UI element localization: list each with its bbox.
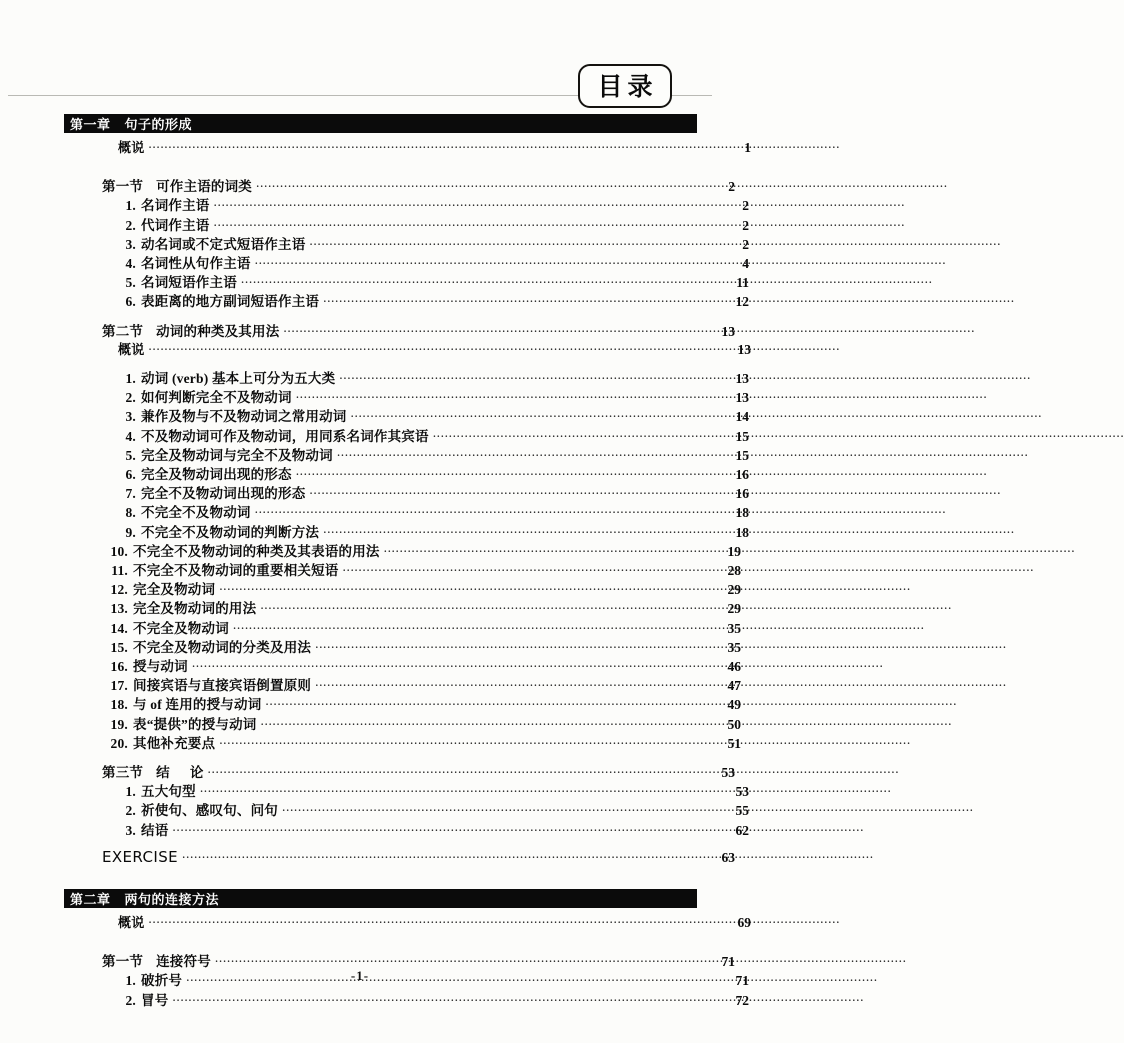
dot-leader [255,504,729,518]
toc-entry-overview[interactable] [64,912,751,931]
dot-leader [384,542,721,556]
toc-entry-item[interactable] [64,732,741,751]
toc-entry-overview[interactable] [64,339,751,358]
toc-entry-item[interactable] [64,252,749,271]
toc-entry-item[interactable] [64,444,749,463]
toc-item-number: 2. [125,217,136,233]
toc-section-name: 连接符号 [156,954,211,970]
toc-item-number: 10. [110,543,128,559]
toc-section-number: 第一节 [102,954,144,970]
toc-item-number: 3. [125,236,136,252]
dot-leader [214,216,730,230]
toc-entry-label: EXERCISE [102,847,179,866]
toc-entry-label: 如何判断完全不及物动词 [141,390,292,406]
toc-title-badge [578,64,672,108]
chapter-bar [64,114,697,133]
toc-entry-label: 代词作主语 [141,217,210,233]
toc-entry-item[interactable] [64,482,749,501]
toc-page-number: 14 [735,409,749,425]
toc-page-number: 13 [735,390,749,406]
dot-leader [260,600,721,614]
toc-section-name: 可作主语的词类 [156,179,253,195]
chapter-number: 第一章 [70,118,111,133]
toc-entry-item[interactable] [64,214,749,233]
toc-entry-item[interactable] [64,540,741,559]
toc-entry-item[interactable] [64,501,749,520]
toc-page-number: 46 [727,659,741,674]
toc-entry-section[interactable] [64,320,735,339]
toc-page-number: 29 [727,601,741,617]
toc-entry-label: 表距离的地方副词短语作主语 [141,294,320,310]
toc-page-number: 35 [727,639,741,655]
toc-page-number: 47 [727,678,741,694]
toc-page-number: 2 [728,179,735,195]
toc-entry-label: 名词性从句作主语 [141,256,251,271]
dot-leader [255,255,729,269]
toc-section-name [156,765,203,780]
dot-leader [233,619,721,633]
dot-leader [172,991,729,1005]
dot-leader [315,638,721,652]
toc-page-number: 1 [744,140,751,155]
toc-page-number: 12 [735,294,749,310]
toc-entry-label: 完全及物动词 [133,582,216,598]
toc-page-number: 55 [735,803,749,819]
toc-item-number: 4. [125,256,136,271]
toc-entry-item[interactable] [64,578,741,597]
toc-entry-item[interactable] [64,386,749,405]
dot-leader [214,197,730,211]
toc-page-number: 15 [735,428,749,444]
toc-entry-label: 完全及物动词的用法 [133,601,257,617]
toc-entry-label: 结语 [141,822,169,838]
toc-entry-item[interactable] [64,819,749,838]
toc-item-number: 4. [125,428,136,444]
dot-leader [148,914,731,928]
toc-entry-item[interactable] [64,290,749,309]
page-title: 目录 [597,71,658,101]
masthead [0,0,720,112]
toc-entry-label: 概说 [118,915,145,930]
toc-page-number: 18 [735,505,749,521]
dot-leader [433,427,729,441]
toc-item-number: 8. [125,505,136,521]
toc-entry-label: 祈使句、感叹句、问句 [141,803,278,819]
toc-section-number: 第一节 [102,179,144,195]
toc-entry-label: 冒号 [141,992,169,1008]
toc-entry-label: 动词 (verb) 基本上可分为五大类 [141,371,336,386]
toc-page-number: 2 [742,236,749,252]
toc-entry-label: 兼作及物与不及物动词之常用动词 [141,409,347,425]
toc-section-number: 第三节 [102,765,144,780]
toc-page-number: 51 [727,735,741,751]
dot-leader [309,235,729,249]
toc-entry-item[interactable] [64,521,749,540]
toc-entry-label: 完全不及物动词出现的形态 [141,486,306,502]
toc-page-number: 2 [742,198,749,214]
toc-page-number: 16 [735,467,749,482]
toc-page-number: 63 [721,849,735,865]
toc-entry-item[interactable] [64,597,741,616]
toc-entry-item[interactable] [64,405,749,424]
toc-entry-label: 不完全及物动词 [133,620,229,636]
toc-item-number: 5. [125,447,136,463]
toc-entry-item[interactable] [64,367,749,386]
toc-item-number: 14. [110,620,128,636]
toc-entry-section[interactable] [64,761,735,780]
toc-item-number: 15. [110,639,128,655]
toc-entry-label: 间接宾语与直接宾语倒置原则 [133,678,312,694]
toc-entry-section[interactable] [64,175,735,194]
toc-item-number: 1. [125,198,136,214]
dot-leader [241,274,729,288]
toc-entry-label: 不完全不及物动词的重要相关短语 [133,563,339,578]
toc-entry-item[interactable] [64,617,741,636]
toc-entry-label: 与 of 连用的授与动词 [133,697,262,713]
dot-leader [337,446,729,460]
toc-page-number: 11 [736,275,749,291]
dot-leader [148,139,731,153]
toc-entry-item[interactable] [64,799,749,818]
toc-entry-item[interactable] [64,425,749,444]
toc-item-number: 11. [111,563,128,578]
toc-item-number: 16. [110,659,128,674]
dot-leader [283,322,715,336]
dot-leader [296,389,729,403]
toc-entry-item[interactable] [64,780,749,799]
toc-entry-label: 不完全及物动词的分类及用法 [133,639,312,655]
dot-leader [200,783,729,797]
dot-leader [172,821,729,835]
toc-item-number: 7. [125,486,136,502]
toc-entry-label: 名词短语作主语 [141,275,237,291]
toc-item-number: 17. [110,678,128,694]
dot-leader [315,677,721,691]
toc-entry-overview[interactable] [64,137,751,156]
toc-item-number: 6. [125,467,136,482]
toc-page-number: 53 [735,784,749,800]
toc-entry-item[interactable] [64,233,749,252]
toc-page-number: 71 [735,973,749,989]
toc-item-number: 18. [110,697,128,713]
toc-item-number: 6. [125,294,136,310]
toc-page-number: 29 [727,582,741,598]
toc-item-number: 9. [125,524,136,540]
chapter-title: 句子的形成 [124,118,193,133]
toc-entry-item[interactable] [64,693,741,712]
toc-section-name-part: 结 [156,765,170,780]
toc-page-number: 49 [727,697,741,713]
dot-leader [309,485,729,499]
toc-item-number: 3. [125,409,136,425]
page-folio: -1- [350,968,370,983]
toc-entry-item[interactable] [64,636,741,655]
toc-entry-label: 其他补充要点 [133,735,216,751]
dot-leader [339,370,729,384]
toc-entry-label: 不完全不及物动词 [141,505,251,521]
toc-item-number: 20. [110,735,128,751]
toc-page-number: 28 [727,563,741,578]
toc-item-number: 2. [125,992,136,1008]
toc-page-number: 35 [727,620,741,636]
dot-leader [182,848,715,862]
toc-entry-item[interactable] [64,559,741,578]
toc-page-number: 69 [737,915,751,930]
dot-leader [208,764,715,778]
chapter-bar [64,889,697,908]
toc-entry-exercise[interactable] [64,848,735,867]
toc-entry-item[interactable] [64,989,749,1008]
toc-entry-label: 不完全不及物动词的种类及其表语的用法 [133,543,380,559]
dot-leader [343,562,722,576]
toc-entry-label: 破折号 [141,973,183,989]
toc-item-number: 2. [125,803,136,819]
toc-page-number: 53 [721,765,735,780]
toc-page-number: 13 [721,323,735,339]
toc-section-name-part: 论 [189,765,204,780]
toc-entry-label: 不及物动词可作及物动词，用同系名词作其宾语 [141,428,429,444]
toc-entry-label: 概说 [118,140,145,155]
toc-entry-item[interactable] [64,463,749,482]
toc-entry-label: 完全及物动词与完全不及物动词 [141,447,333,463]
dot-leader [256,178,715,192]
toc-entry-item[interactable] [64,655,741,674]
toc-section-name: 动词的种类及其用法 [156,323,280,339]
toc-page-number: 15 [735,447,749,463]
toc-item-number: 5. [125,275,136,291]
toc-page-number: 62 [735,822,749,838]
toc-page-number: 72 [735,992,749,1008]
dot-leader [282,802,729,816]
toc-entry-label: 名词作主语 [141,198,210,214]
dot-leader [265,696,721,710]
toc-item-number: 12. [110,582,128,598]
dot-leader [215,953,715,967]
toc-page-number: 50 [727,716,741,732]
toc-page-number: 13 [737,341,751,357]
toc-entry-label: 动名词或不定式短语作主语 [141,236,306,252]
toc-entry-label: 授与动词 [133,659,188,674]
toc-entry-label: 不完全不及物动词的判断方法 [141,524,320,540]
dot-leader [296,466,729,480]
toc-entry-item[interactable] [64,674,741,693]
toc-entry-label: 概说 [118,341,145,357]
toc-item-number: 1. [125,973,136,989]
toc-item-number: 2. [125,390,136,406]
chapter-title: 两句的连接方法 [124,893,220,908]
toc-page-number: 71 [721,954,735,970]
dot-leader [351,408,730,422]
toc-page-number: 2 [742,217,749,233]
toc-item-number: 13. [110,601,128,617]
toc-entry-label: 五大句型 [141,784,196,800]
toc-entry-item[interactable] [64,713,741,732]
toc-entry-section[interactable] [64,950,735,969]
toc-entry-label: 完全及物动词出现的形态 [141,467,292,482]
dot-leader [192,658,721,672]
chapter-number: 第二章 [70,893,111,908]
dot-leader [323,293,729,307]
toc-page-number: 18 [735,524,749,540]
toc-entry-item[interactable] [64,194,749,213]
toc-entry-item[interactable] [64,271,749,290]
dot-leader [148,340,731,354]
toc-item-number: 1. [125,371,136,386]
dot-leader [219,581,721,595]
toc-section-number: 第二节 [102,323,144,339]
toc-page-number: 4 [742,256,749,271]
toc-entry-label: 表“提供”的授与动词 [133,716,257,732]
toc-page-number: 13 [735,371,749,386]
toc-page-number: 16 [735,486,749,502]
toc-item-number: 3. [125,822,136,838]
toc-item-number: 19. [110,716,128,732]
dot-leader [323,523,729,537]
toc-item-number: 1. [125,784,136,800]
dot-leader [261,715,722,729]
dot-leader [219,734,721,748]
toc-page-number: 19 [727,543,741,559]
